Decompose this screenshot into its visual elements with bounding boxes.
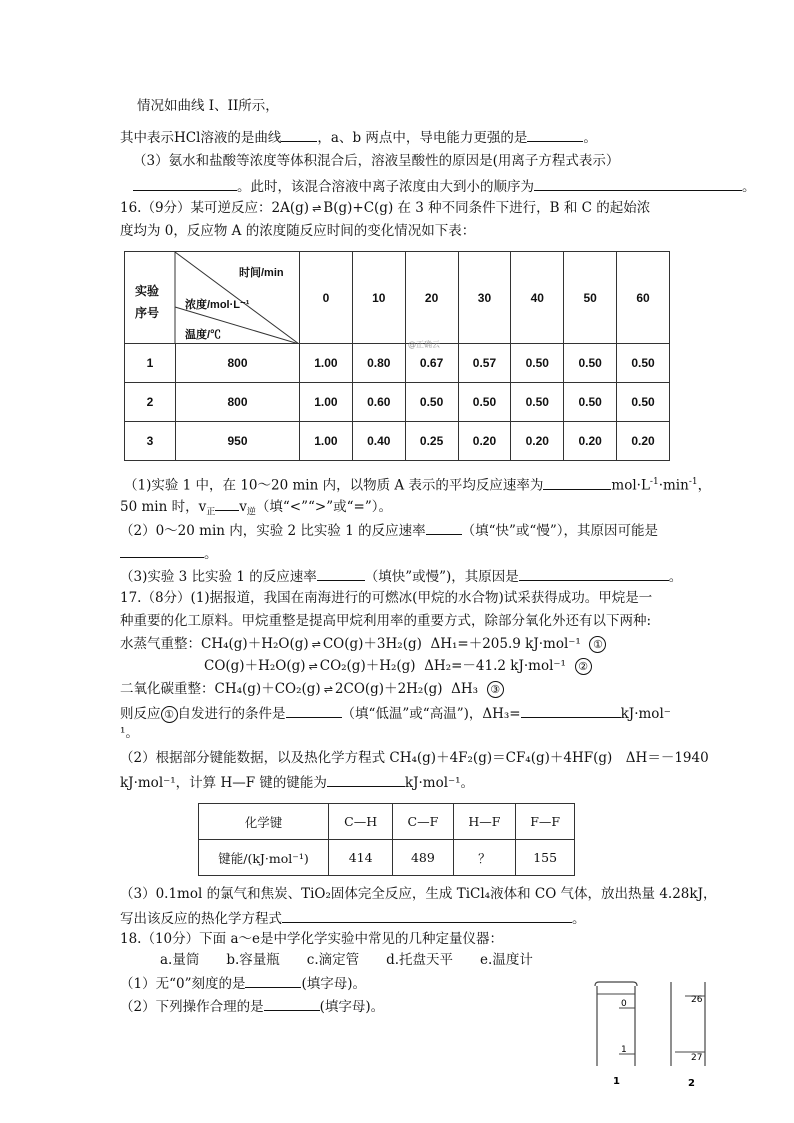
answer-blank[interactable] bbox=[534, 176, 742, 191]
equilibrium-arrow-icon: ⇌ bbox=[323, 683, 332, 696]
text-line: （3）氨水和盐酸等浓度等体积混合后，溶液呈酸性的原因是(用离子方程式表示） bbox=[133, 153, 620, 169]
table-cell: 0.25 bbox=[405, 422, 458, 461]
exp-number: 1 bbox=[125, 344, 176, 382]
text-line: ¹。 bbox=[120, 725, 139, 741]
text-line: 50 min 时，$v_正$ $v_逆$（填“<”“>”或“=”）。 bbox=[120, 496, 392, 522]
equation-line: CO(g)＋H₂O(g) ⇌ CO₂(g)＋H₂(g) ΔH₂=－41.2 kJ·mol⁻¹ ② bbox=[204, 657, 592, 676]
table-cell: 0.20 bbox=[458, 422, 511, 461]
table-cell: ？ bbox=[453, 840, 516, 876]
header-seq: 序号 bbox=[135, 306, 160, 320]
equation-line: 水蒸气重整：CH₄(g)＋H₂O(g) ⇌ CO(g)＋3H₂(g) ΔH₁=＋205.9 kJ·mol⁻¹ ① bbox=[120, 635, 606, 654]
time-header: 50 bbox=[564, 252, 617, 344]
answer-blank[interactable] bbox=[543, 475, 611, 490]
measuring-instruments-figure bbox=[585, 978, 715, 1090]
table-cell: 1.00 bbox=[300, 383, 353, 422]
answer-blank[interactable] bbox=[327, 772, 405, 787]
table-header: C—F bbox=[393, 804, 453, 840]
text-line: （2）根据部分键能数据，以及热化学方程式 CH₄(g)＋4F₂(g)＝CF₄(g)＋4HF(g) ΔH＝－1940 bbox=[120, 750, 709, 766]
concentration-table bbox=[124, 251, 670, 461]
answer-blank[interactable] bbox=[281, 127, 317, 142]
text-line: 情况如曲线 I、II所示， bbox=[137, 98, 279, 114]
text-line: 则反应 ① 自发进行的条件是 （填“低温”或“高温”)，ΔH₃= kJ·mol⁻ bbox=[120, 703, 671, 723]
table-cell: 0.80 bbox=[352, 344, 405, 383]
table-cell: 0.50 bbox=[564, 383, 617, 422]
text-line: （1）无“0”刻度的是 (填字母)。 bbox=[120, 973, 366, 993]
table-diagonal-header bbox=[125, 252, 300, 344]
equilibrium-arrow-icon: ⇌ bbox=[312, 202, 321, 215]
time-header: 0 bbox=[300, 252, 353, 344]
table-cell: 0.20 bbox=[564, 422, 617, 461]
table-cell: 0.50 bbox=[617, 383, 670, 422]
question-18-line: 18.（10分）下面 a～e是中学化学实验中常见的几种定量仪器： bbox=[120, 931, 503, 947]
tick-label: 0 bbox=[621, 999, 627, 1009]
text-line: 。 bbox=[120, 543, 218, 563]
table-cell: 键能/(kJ·mol⁻¹) bbox=[199, 840, 329, 876]
temperature: 800 bbox=[227, 356, 248, 370]
header-conc: 浓度/mol·L⁻¹ bbox=[185, 299, 250, 311]
text-line: 。此时，该混合溶液中离子浓度由大到小的顺序为 。 bbox=[133, 176, 756, 196]
table-header: H—F bbox=[453, 804, 516, 840]
answer-blank[interactable] bbox=[426, 520, 462, 535]
answer-blank[interactable] bbox=[282, 908, 572, 923]
question-16-line: 16.（9分）某可逆反应：2A(g) ⇌ B(g)+C(g) 在 3 种不同条件下进行，B 和 C 的起始浓 bbox=[120, 200, 651, 216]
table-row bbox=[125, 344, 670, 383]
text-line: 度均为 0，反应物 A 的浓度随反应时间的变化情况如下表： bbox=[120, 223, 476, 239]
answer-blank[interactable] bbox=[264, 996, 320, 1011]
burette-2 bbox=[671, 982, 705, 1089]
answer-blank[interactable] bbox=[317, 566, 365, 581]
equilibrium-arrow-icon: ⇌ bbox=[308, 660, 317, 673]
table-header: C—H bbox=[329, 804, 393, 840]
header-temp: 温度/℃ bbox=[185, 329, 222, 341]
tick-label: 26 bbox=[691, 995, 703, 1005]
table-cell: 414 bbox=[329, 840, 393, 876]
figure-caption: 2 bbox=[688, 1078, 695, 1089]
answer-blank[interactable] bbox=[133, 176, 237, 191]
table-row bbox=[199, 840, 575, 876]
answer-blank[interactable] bbox=[521, 703, 621, 718]
table-cell: 0.20 bbox=[617, 422, 670, 461]
answer-blank[interactable] bbox=[527, 127, 583, 142]
figure-caption: 1 bbox=[613, 1076, 620, 1087]
table-cell: 0.57 bbox=[458, 344, 511, 383]
text-line: kJ·mol⁻¹，计算 H—F 键的键能为 kJ·mol⁻¹。 bbox=[120, 772, 474, 792]
equilibrium-arrow-icon: ⇌ bbox=[311, 638, 320, 651]
exp-number: 3 bbox=[125, 422, 176, 460]
tick-label: 1 bbox=[621, 1045, 627, 1055]
circled-number-icon: ① bbox=[589, 636, 606, 653]
graduated-cylinder-1 bbox=[595, 982, 637, 1087]
answer-blank[interactable] bbox=[120, 543, 204, 558]
text-line: （2）0～20 min 内，实验 2 比实验 1 的反应速率 （填“快”或“慢”），其原因可能是 bbox=[120, 520, 658, 540]
watermark: @正确云 bbox=[408, 340, 440, 349]
time-header: 30 bbox=[458, 252, 511, 344]
table-cell: 0.40 bbox=[352, 422, 405, 461]
text-line: a.量筒 b.容量瓶 c.滴定管 d.托盘天平 e.温度计 bbox=[160, 952, 533, 968]
text-line: 种重要的化工原料。甲烷重整是提高甲烷利用率的重要方式，除部分氧化外还有以下两种: bbox=[120, 613, 652, 629]
header-time: 时间/min bbox=[239, 267, 284, 279]
table-cell: 1.00 bbox=[300, 344, 353, 383]
text-line: （2）下列操作合理的是 (填字母)。 bbox=[120, 996, 384, 1016]
circled-number-icon: ② bbox=[575, 658, 592, 675]
table-cell: 0.50 bbox=[617, 344, 670, 383]
table-header: 化学键 bbox=[199, 804, 329, 840]
table-cell: 489 bbox=[393, 840, 453, 876]
circled-number-icon: ① bbox=[161, 706, 178, 723]
answer-blank[interactable] bbox=[286, 703, 342, 718]
answer-blank[interactable] bbox=[215, 496, 239, 511]
table-cell: 1.00 bbox=[300, 422, 353, 461]
text-line: （3)实验 3 比实验 1 的反应速率 （填快”或慢”)，其原因是 。 bbox=[120, 566, 682, 586]
table-cell: 0.50 bbox=[458, 383, 511, 422]
table-cell: 0.50 bbox=[564, 344, 617, 383]
text-line: （3）0.1mol 的氯气和焦炭、TiO₂固体完全反应，生成 TiCl₄液体和 CO 气体，放出热量 4.28kJ， bbox=[120, 886, 717, 902]
equation-line: 二氧化碳重整：CH₄(g)＋CO₂(g) ⇌ 2CO(g)＋2H₂(g) ΔH₃ ③ bbox=[120, 680, 504, 699]
table-row bbox=[125, 422, 670, 461]
table-cell: 0.60 bbox=[352, 383, 405, 422]
answer-blank[interactable] bbox=[245, 973, 301, 988]
time-header: 60 bbox=[617, 252, 670, 344]
table-cell: 155 bbox=[516, 840, 575, 876]
temperature: 950 bbox=[227, 434, 248, 448]
tick-label: 27 bbox=[691, 1053, 703, 1063]
temperature: 800 bbox=[227, 395, 248, 409]
table-row bbox=[125, 383, 670, 422]
table-cell: 0.50 bbox=[405, 383, 458, 422]
table-cell: 0.50 bbox=[511, 383, 564, 422]
header-exp: 实验 bbox=[135, 284, 160, 298]
table-cell: 0.67 bbox=[405, 344, 458, 383]
bond-energy-table bbox=[198, 803, 575, 876]
circled-number-icon: ③ bbox=[487, 681, 504, 698]
text-line: （1)实验 1 中，在 10～20 min 内，以物质 A 表示的平均反应速率为 $mol\cdot L^{-1}\cdot\min^{-1}$， bbox=[124, 473, 711, 495]
table-header: F—F bbox=[516, 804, 575, 840]
time-header: 20 bbox=[405, 252, 458, 344]
time-header: 40 bbox=[511, 252, 564, 344]
table-cell: 0.50 bbox=[511, 344, 564, 383]
time-header: 10 bbox=[352, 252, 405, 344]
answer-blank[interactable] bbox=[519, 566, 669, 581]
text-line: 写出该反应的热化学方程式 。 bbox=[120, 908, 586, 928]
exp-number: 2 bbox=[125, 383, 176, 421]
text-line: 其中表示HCl溶液的是曲线 ，a、b 两点中，导电能力更强的是 。 bbox=[120, 127, 597, 147]
table-cell: 0.20 bbox=[511, 422, 564, 461]
question-17-line: 17.（8分）(1)据报道，我国在南海进行的可燃冰(甲烷的水合物)试采获得成功。甲烷是一 bbox=[120, 590, 653, 606]
